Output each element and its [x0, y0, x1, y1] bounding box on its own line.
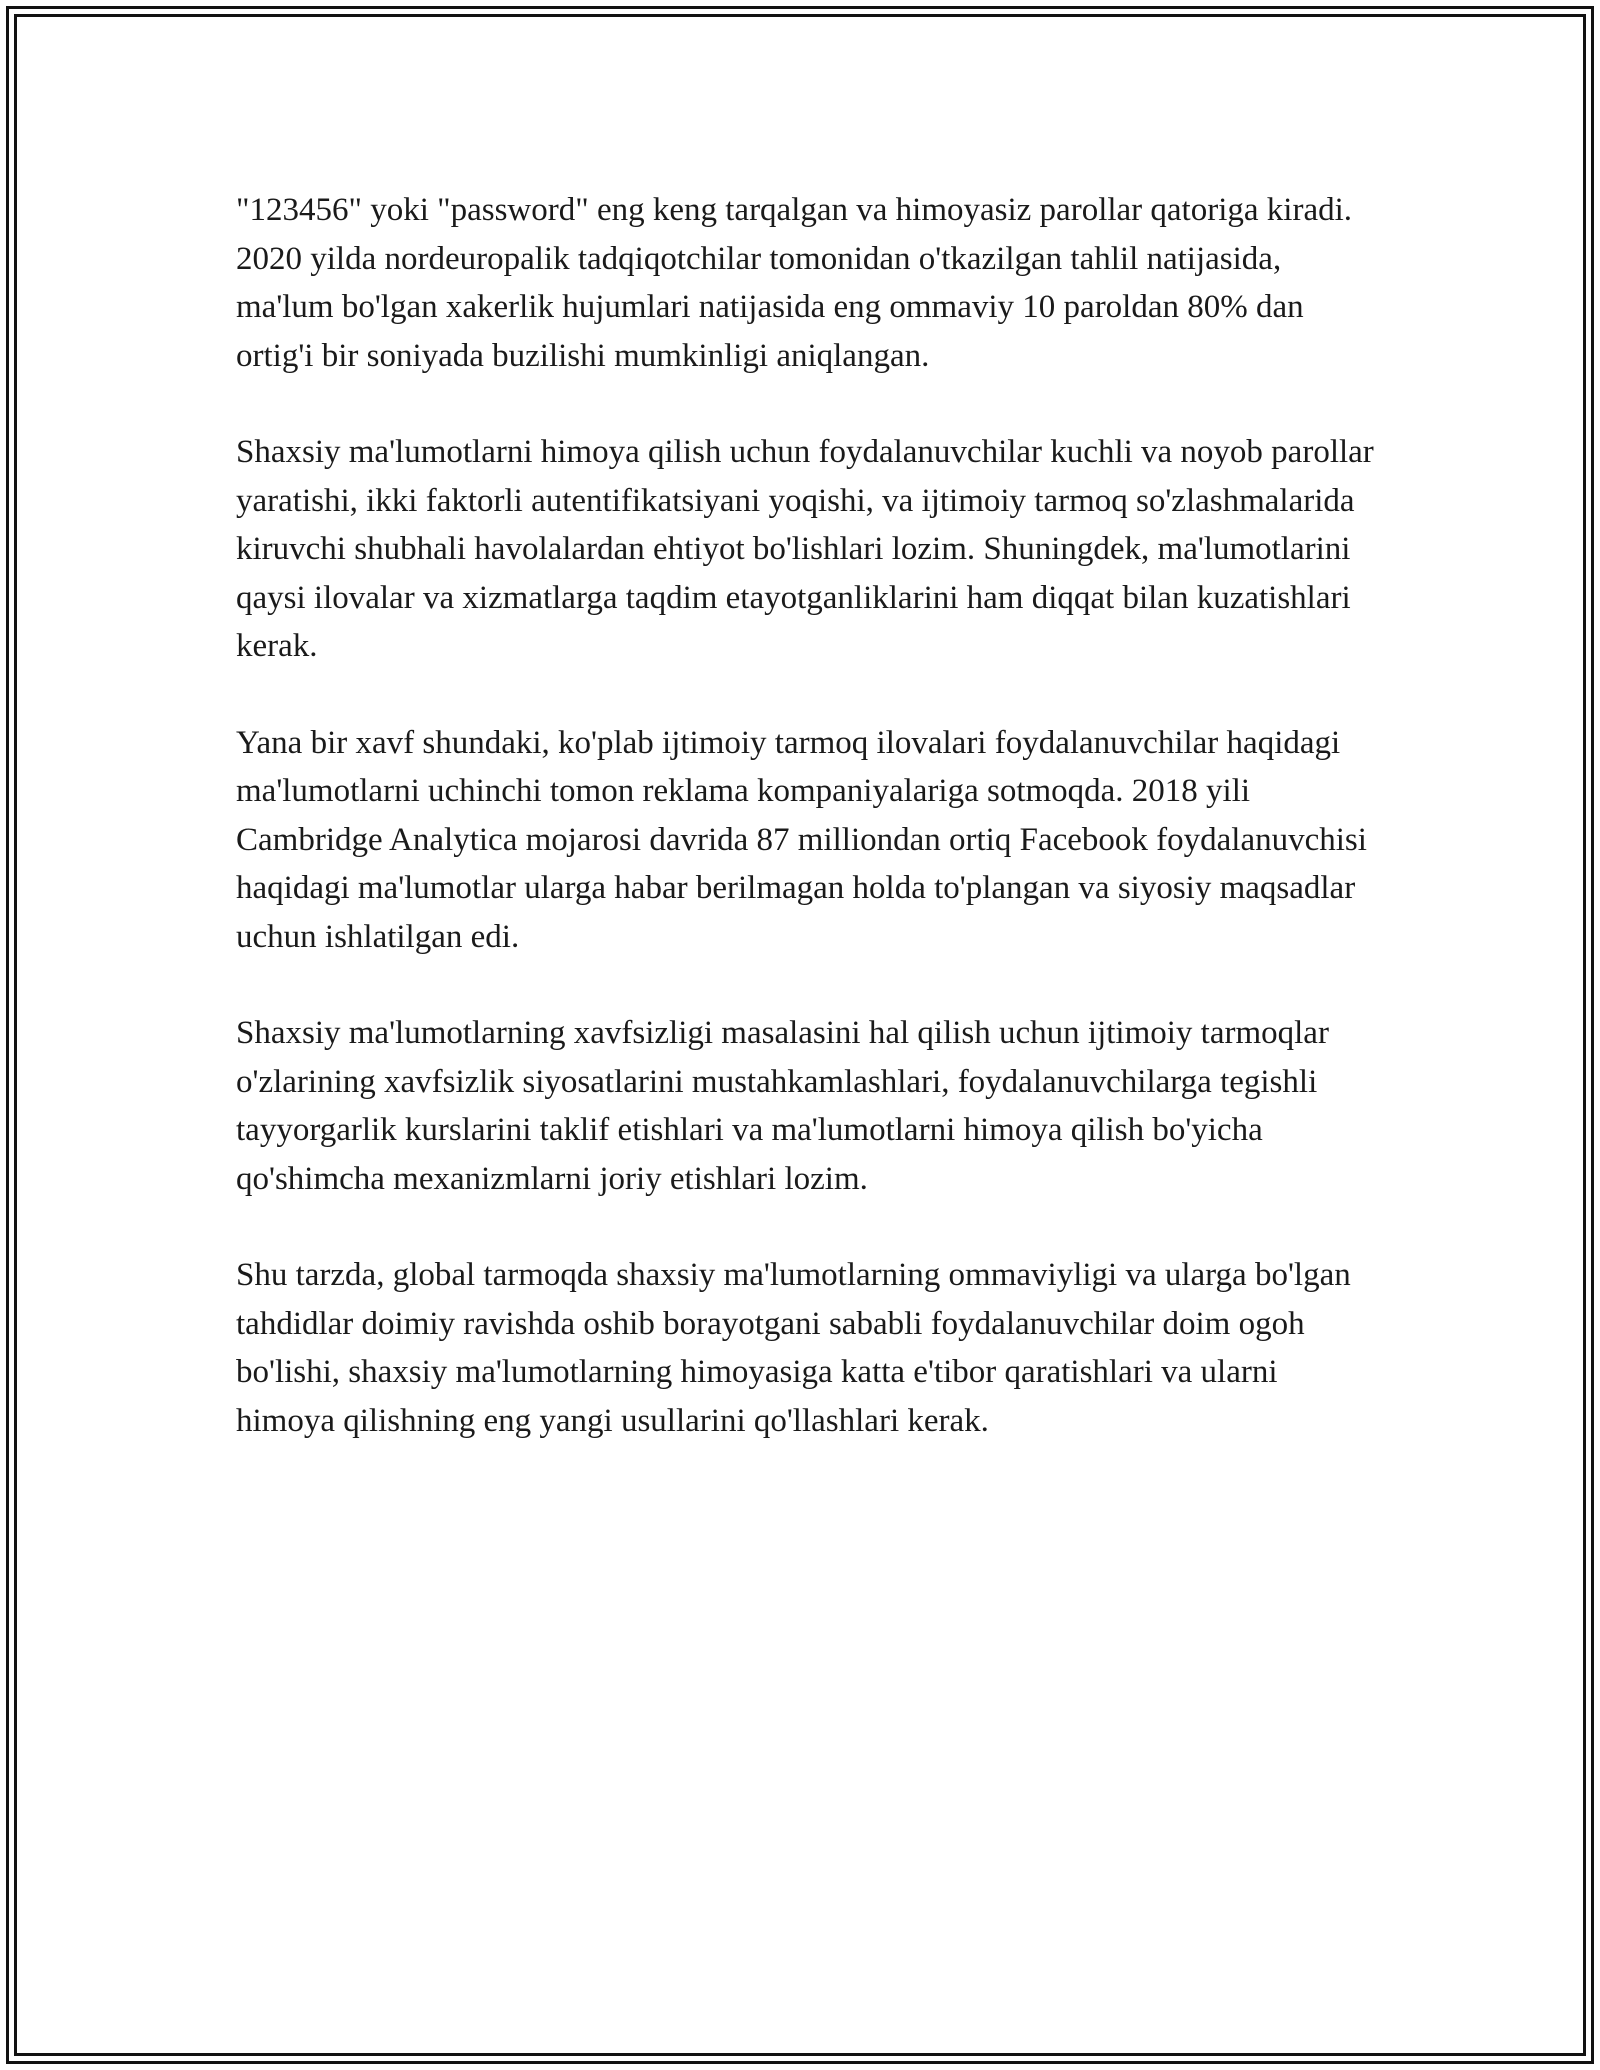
paragraph-passwords: "123456" yoki "password" eng keng tarqalgan va himoyasiz parollar qatoriga kiradi. 2020 yilda nordeuropalik tadqiqotchilar tomonidan o'tkazilgan tahlil natijasida, ma'lum bo'lgan xakerlik hujumlari natijasida eng ommaviy 10 paroldan 80% dan ortig'i bir soniyada buzilishi mumkinligi aniqlangan.	[236, 192, 1353, 374]
paragraph-conclusion: Shu tarzda, global tarmoqda shaxsiy ma'lumotlarning ommaviyligi va ularga bo'lgan tahdidlar doimiy ravishda oshib borayotgani sababli foydalanuvchilar doim ogoh bo'lishi, shaxsiy ma'lumotlarning himoyasiga katta e'tibor qaratishlari va ularni himoya qilishning eng yangi usullarini qo'llashlari kerak.	[236, 1257, 1351, 1439]
paragraph-data-selling: Yana bir xavf shundaki, ko'plab ijtimoiy tarmoq ilovalari foydalanuvchilar haqidagi ma'lumotlarni uchinchi tomon reklama kompaniyalariga sotmoqda. 2018 yili Cambridge Analytica mojarosi davrida 87 milliondan ortiq Facebook foydalanuvchisi haqidagi ma'lumotlar ularga habar berilmagan holda to'plangan va siyosiy maqsadlar uchun ishlatilgan edi.	[236, 724, 1367, 955]
paragraph-protection-advice: Shaxsiy ma'lumotlarni himoya qilish uchun foydalanuvchilar kuchli va noyob parollar yaratishi, ikki faktorli autentifikatsiyani yoqishi, va ijtimoiy tarmoq so'zlashmalarida kiruvchi shubhali havolalardan ehtiyot bo'lishlari lozim. Shuningdek, ma'lumotlarini qaysi ilovalar va xizmatlarga taqdim etayotganliklarini ham diqqat bilan kuzatishlari kerak.	[236, 434, 1374, 664]
document-body	[236, 186, 1376, 1493]
paragraph-network-measures: Shaxsiy ma'lumotlarning xavfsizligi masalasini hal qilish uchun ijtimoiy tarmoqlar o'zlarining xavfsizlik siyosatlarini mustahkamlashlari, foydalanuvchilarga tegishli tayyorgarlik kurslarini taklif etishlari va ma'lumotlarni himoya qilish bo'yicha qo'shimcha mexanizmlarni joriy etishlari lozim.	[236, 1015, 1329, 1197]
